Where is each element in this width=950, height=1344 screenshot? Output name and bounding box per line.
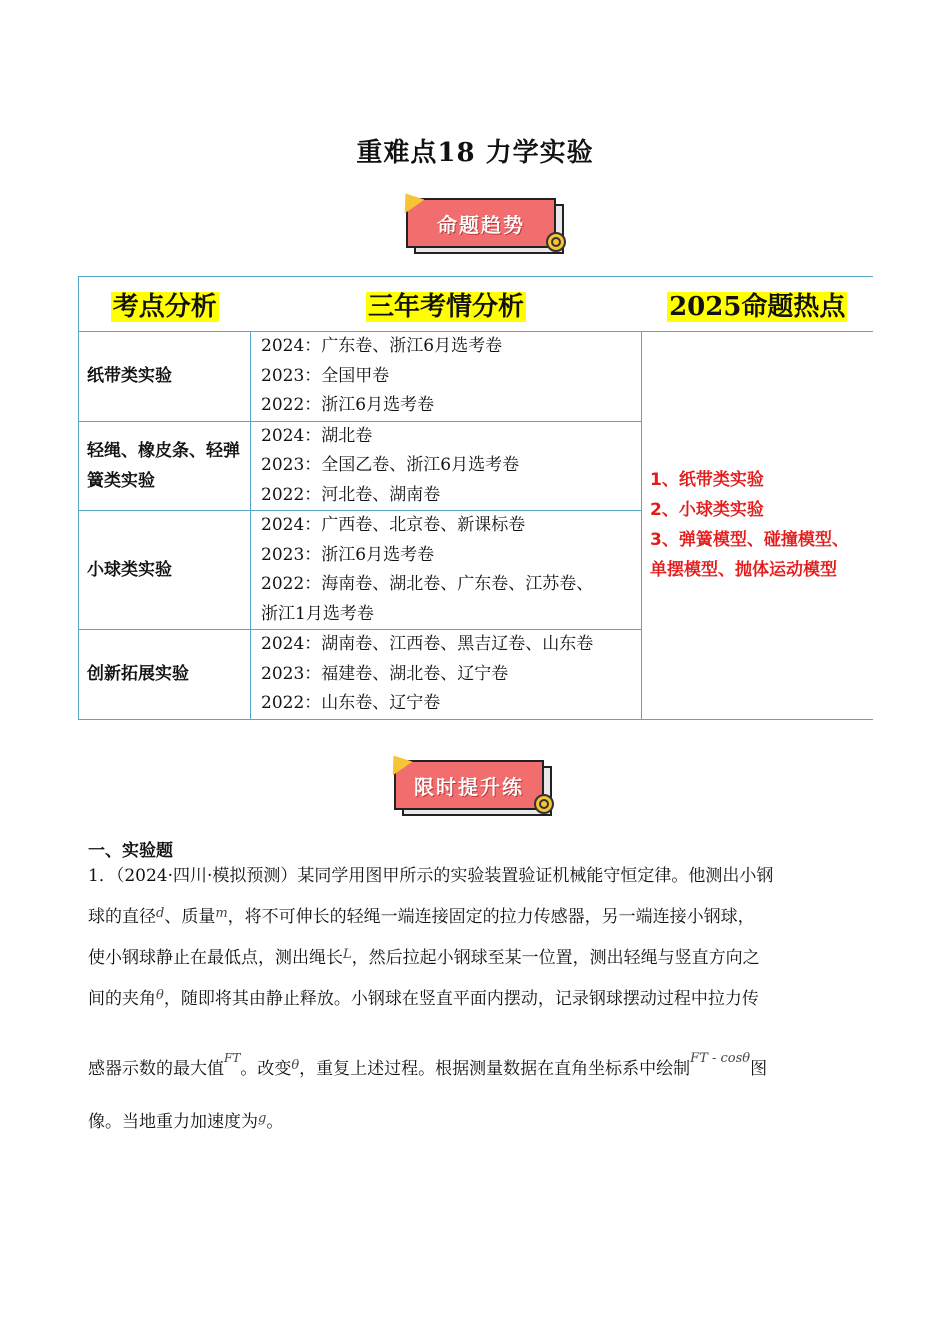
category-cell: 小球类实验 [79,511,251,630]
header-hot: 2025命题热点 [642,277,874,332]
years-cell: 2024：湖南卷、江西卷、黑吉辽卷、山东卷 2023：福建卷、湖北卷、辽宁卷 2022：山东卷、辽宁卷 [251,630,642,720]
question-line: 间的夹角$^\theta$，随即将其由静止释放。小钢球在竖直平面内摆动，记录钢球摆动过程中拉力传 [88,988,759,1009]
header-history: 三年考情分析 [251,277,642,332]
years-cell: 2024：广东卷、浙江6月选考卷 2023：全国甲卷 2022：浙江6月选考卷 [251,332,642,422]
category-cell: 轻绳、橡皮条、轻弹簧类实验 [79,421,251,511]
category-cell: 创新拓展实验 [79,630,251,720]
badge-label: 命题趋势 [406,198,556,248]
hot-topics-cell: 1、纸带类实验 2、小球类实验 3、弹簧模型、碰撞模型、单摆模型、抛体运动模型 [642,332,874,720]
category-cell: 纸带类实验 [79,332,251,422]
practice-badge [394,760,554,816]
question-line: 感器示数的最大值$^{FT}$。改变$^\theta$，重复上述过程。根据测量数据在直角坐标系中绘制$^{FT - cos\theta}$图 [88,1051,768,1079]
question-line: 像。当地重力加速度为$^g$。 [88,1111,284,1132]
table-row [79,332,874,422]
trend-badge [406,198,566,254]
page-title: 重难点18 力学实验 [356,138,594,168]
ring-icon [546,232,566,252]
years-cell: 2024：广西卷、北京卷、新课标卷 2023：浙江6月选考卷 2022：海南卷、湖北卷、广东卷、江苏卷、 浙江1月选考卷 [251,511,642,630]
header-topic: 考点分析 [79,277,251,332]
years-cell: 2024：湖北卷 2023：全国乙卷、浙江6月选考卷 2022：河北卷、湖南卷 [251,421,642,511]
question-line: 球的直径$^d$、质量$^m$，将不可伸长的轻绳一端连接固定的拉力传感器，另一端连接小钢球， [88,906,755,927]
question-line: 使小钢球静止在最低点，测出绳长$^L$，然后拉起小钢球至某一位置，测出轻绳与竖直方向之 [88,947,760,968]
question-line: 1．（2024·四川·模拟预测）某同学用图甲所示的实验装置验证机械能守恒定律。他测出小钢 [88,866,774,886]
badge-label: 限时提升练 [394,760,544,810]
table-header-row [79,277,874,332]
ring-icon [534,794,554,814]
question-text [88,858,863,1141]
section-heading: 一、实验题 [88,841,173,861]
analysis-table [78,276,873,720]
